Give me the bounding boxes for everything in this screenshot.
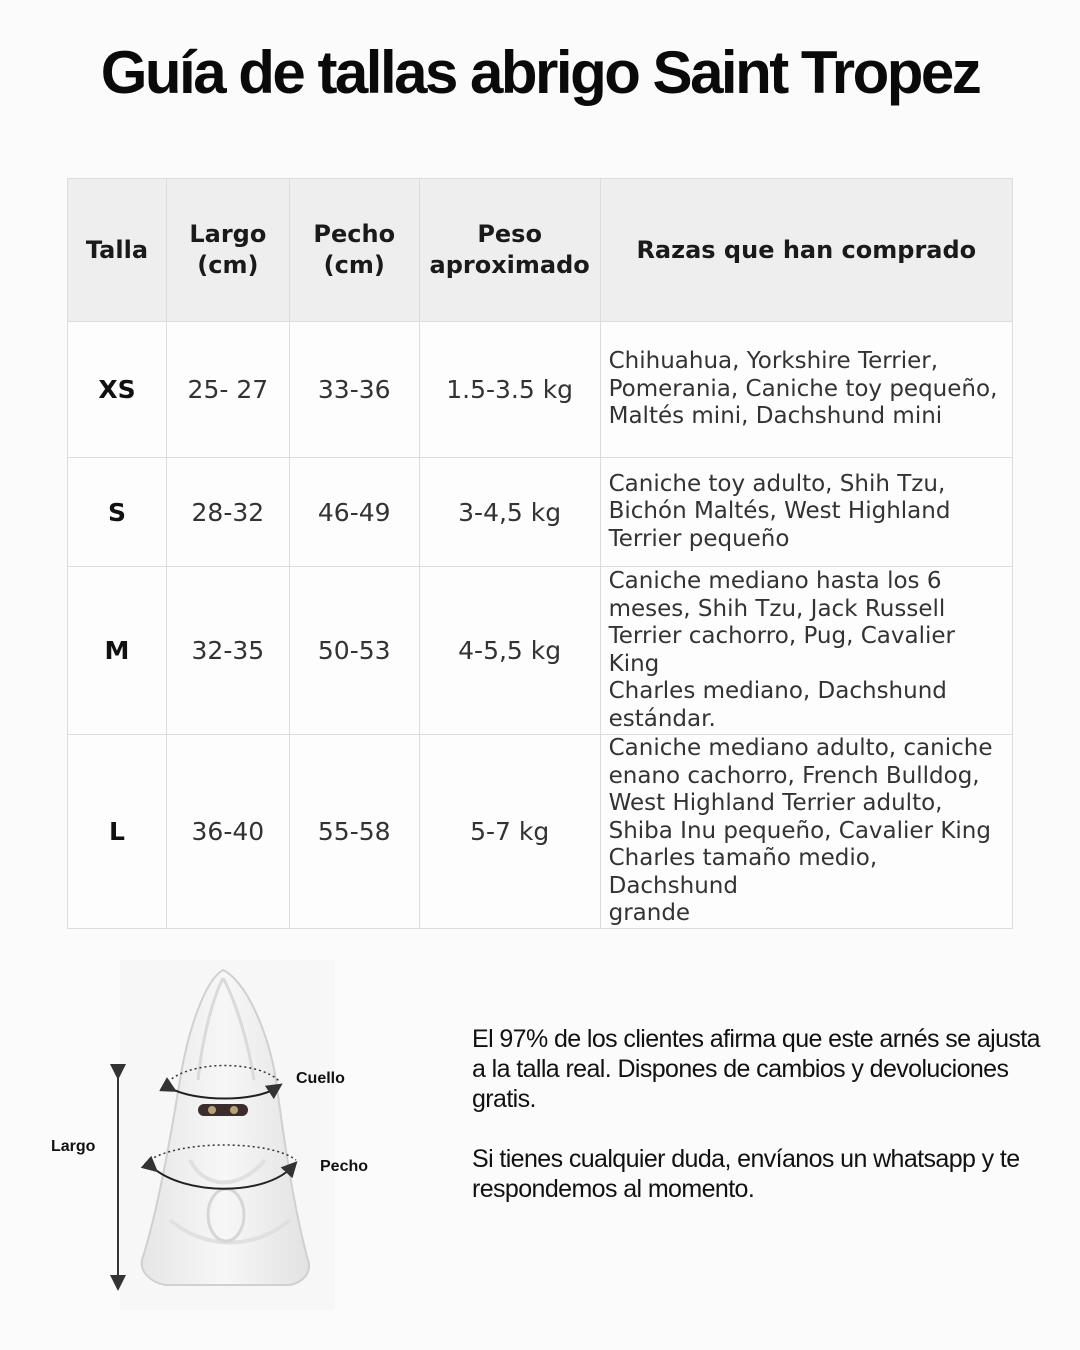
info-text: [472, 1024, 1062, 1204]
cell-pecho: 33-36: [289, 322, 419, 458]
cell-pecho: 50-53: [289, 567, 419, 735]
cell-peso: 3-4,5 kg: [419, 458, 600, 567]
label-cuello: Cuello: [296, 1070, 345, 1087]
cell-razas: Caniche mediano adulto, caniche enano cachorro, French Bulldog, West Highland Terrier adulto, Shiba Inu pequeño, Cavalier King Charles tamaño medio, Dachshund grande: [600, 735, 1012, 929]
cell-talla: L: [68, 735, 167, 929]
cell-largo: 28-32: [166, 458, 289, 567]
label-pecho: Pecho: [320, 1158, 369, 1175]
transparent-coat-illustration: [40, 960, 440, 1320]
cell-peso: 1.5-3.5 kg: [419, 322, 600, 458]
cell-pecho: 55-58: [289, 735, 419, 929]
cell-largo: 32-35: [166, 567, 289, 735]
cell-talla: XS: [68, 322, 167, 458]
cell-talla: M: [68, 567, 167, 735]
coat-measurement-figure: [40, 960, 440, 1320]
clasp-icon: [198, 1104, 248, 1116]
cell-largo: 25- 27: [166, 322, 289, 458]
table-header-row: [68, 179, 1013, 322]
cell-pecho: 46-49: [289, 458, 419, 567]
table-row: [68, 735, 1013, 929]
header-talla: Talla: [68, 179, 167, 322]
table-row: [68, 322, 1013, 458]
cell-talla: S: [68, 458, 167, 567]
table-row: [68, 567, 1013, 735]
page-title: Guía de tallas abrigo Saint Tropez: [100, 39, 980, 106]
info-paragraph-contact: Si tienes cualquier duda, envíanos un whatsapp y te respondemos al momento.: [472, 1145, 1020, 1203]
info-paragraph-fit: El 97% de los clientes afirma que este arnés se ajusta a la talla real. Dispones de cambios y devoluciones gratis.: [472, 1025, 1040, 1113]
cell-razas: Caniche mediano hasta los 6 meses, Shih Tzu, Jack Russell Terrier cachorro, Pug, Cavalier King Charles mediano, Dachshund estándar.: [600, 567, 1012, 735]
cell-peso: 4-5,5 kg: [419, 567, 600, 735]
size-table: [67, 178, 1013, 929]
cell-razas: Chihuahua, Yorkshire Terrier, Pomerania, Caniche toy pequeño, Maltés mini, Dachshund mini: [600, 322, 1012, 458]
cell-largo: 36-40: [166, 735, 289, 929]
cell-razas: Caniche toy adulto, Shih Tzu, Bichón Maltés, West Highland Terrier pequeño: [600, 458, 1012, 567]
cell-peso: 5-7 kg: [419, 735, 600, 929]
header-peso: Peso aproximado: [419, 179, 600, 322]
header-razas: Razas que han comprado: [600, 179, 1012, 322]
header-pecho: Pecho (cm): [289, 179, 419, 322]
header-largo: Largo (cm): [166, 179, 289, 322]
label-largo: Largo: [51, 1138, 96, 1155]
table-row: [68, 458, 1013, 567]
